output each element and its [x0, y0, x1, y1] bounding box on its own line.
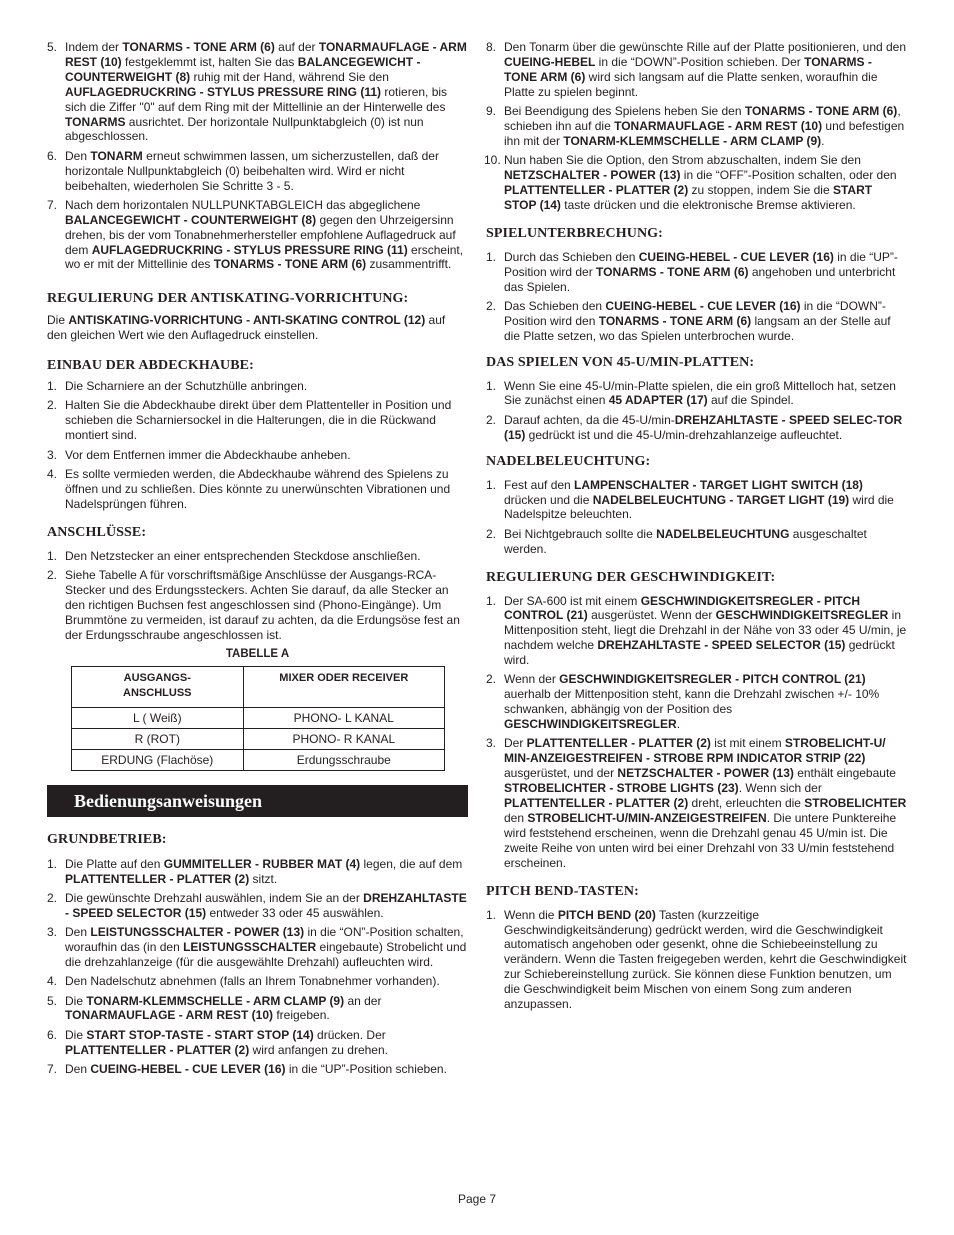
- list-item: [486, 594, 907, 669]
- list-item: [486, 250, 907, 295]
- bold-term: TONARM-KLEMMSCHELLE - ARM CLAMP (9): [86, 993, 345, 1008]
- bold-term: DREHZAHLTASTE - SPEED SELECTOR (15): [597, 638, 846, 653]
- list-item-number: 2.: [486, 298, 497, 313]
- list-item-number: 2.: [47, 890, 58, 905]
- list-item-text: Halten Sie die Abdeckhaube direkt über dem Plattenteller in Position und schieben die Scharniersockel in die Halterungen, die in die Rückwand montiert sind.: [65, 398, 452, 443]
- list-item: [47, 994, 468, 1024]
- list-item-text: Bei Nichtgebrauch sollte die NADELBELEUCHTUNG ausgeschaltet werden.: [504, 526, 867, 556]
- list-item-text: Das Schieben den CUEING-HEBEL - CUE LEVER (16) in die “DOWN”-Position wird den TONARMS - TONE ARM (6) langsam an der Stelle auf die Platte setzen, wo das Spielen unterbrochen wurde.: [504, 298, 891, 343]
- list-item-number: 6.: [47, 1027, 58, 1042]
- list-item: [486, 672, 907, 732]
- list-item-number: 1.: [486, 907, 497, 922]
- bold-term: GUMMITELLER - RUBBER MAT (4): [163, 856, 361, 871]
- left-column: [47, 40, 468, 1081]
- list-item-number: 2.: [486, 412, 497, 427]
- list-item: [486, 413, 907, 443]
- list-item-number: 7.: [47, 197, 58, 212]
- list-item: [47, 1028, 468, 1058]
- bold-term: TONARM-KLEMMSCHELLE - ARM CLAMP (9): [563, 133, 822, 148]
- continued-steps-list: [486, 40, 907, 213]
- list-item-text: Den Netzstecker an einer entsprechenden Steckdose anschließen.: [65, 548, 421, 563]
- platten45-list: [486, 379, 907, 443]
- list-item: [486, 104, 907, 149]
- bold-term: PITCH BEND (20): [557, 907, 656, 922]
- list-item: [486, 527, 907, 557]
- list-item-text: Siehe Tabelle A für vorschriftsmäßige Anschlüsse der Ausgangs-RCA-Stecker und des Erdungssteckers. Achten Sie darauf, da alle Stecker an den richtigen Buchsen fest angeschlossen sind (Phono-Eingänge). Um Brummtöne zu vermeiden, ist darauf zu achten, da die Erdungsöse fest an der Erdungsschraube angeschlossen ist.: [65, 567, 460, 642]
- list-item-number: 7.: [47, 1061, 58, 1076]
- list-item: [486, 736, 907, 870]
- list-item-number: 9.: [486, 104, 497, 119]
- list-item: [47, 891, 468, 921]
- list-item-text: Nun haben Sie die Option, den Strom abzuschalten, indem Sie den NETZSCHALTER - POWER (13) in die “OFF”-Position schalten, oder den PLATTENTELLER - PLATTER (2) zu stoppen, indem Sie die START STOP (14) taste drücken und die elektronische Bremse aktivieren.: [504, 153, 897, 212]
- right-column: [486, 40, 907, 1016]
- list-item: [47, 549, 468, 564]
- list-item-text: Bei Beendigung des Spielens heben Sie den TONARMS - TONE ARM (6), schieben ihn auf die TONARMAUFLAGE - ARM REST (10) und befestigen ihn mit der TONARM-KLEMMSCHELLE - ARM CLAMP (9).: [504, 104, 905, 148]
- bold-term: TONARMS - TONE ARM (6): [598, 313, 752, 328]
- bold-term: AUFLAGEDRUCKRING - STYLUS PRESSURE RING (11): [91, 242, 408, 257]
- bold-term: GESCHWINDIGKEITSREGLER - PITCH CONTROL (21): [559, 672, 866, 687]
- list-item-text: Den CUEING-HEBEL - CUE LEVER (16) in die “UP”-Position schieben.: [65, 1061, 447, 1076]
- setup-steps-list: [47, 40, 468, 272]
- grundbetrieb-heading: GRUNDBETRIEB:: [47, 831, 167, 847]
- bold-term: PLATTENTELLER - PLATTER (2): [504, 796, 689, 811]
- bold-term: NADELBELEUCHTUNG: [656, 526, 790, 541]
- bold-term: LEISTUNGSSCHALTER: [183, 940, 317, 955]
- table-row: [72, 728, 445, 749]
- table-header-mixer: MIXER ODER RECEIVER: [243, 666, 444, 707]
- pitchbend-heading: PITCH BEND-TASTEN:: [486, 883, 639, 899]
- table-cell: PHONO- R KANAL: [243, 728, 444, 749]
- bold-term: TONARMS: [65, 114, 126, 129]
- bold-term: STROBELICHT-U/MIN-ANZEIGESTREIFEN: [527, 810, 767, 825]
- list-item-text: Den Nadelschutz abnehmen (falls an Ihrem Tonabnehmer vorhanden).: [65, 974, 440, 989]
- bold-term: STROBELICHTER - STROBE LIGHTS (23): [504, 781, 739, 796]
- bold-term: START STOP (14): [504, 182, 873, 212]
- bold-term: NETZSCHALTER - POWER (13): [617, 766, 794, 781]
- bold-term: AUFLAGEDRUCKRING - STYLUS PRESSURE RING (11): [65, 84, 382, 99]
- list-item-text: Indem der TONARMS - TONE ARM (6) auf der TONARMAUFLAGE - ARM REST (10) festgeklemmt ist, halten Sie das BALANCEGEWICHT - COUNTERWEIGHT (8) ruhig mit der Hand, während Sie den AUFLAGEDRUCKRING - STYLUS PRESSURE RING (11) rotieren, bis sich die Ziffer "0" auf dem Ring mit der Mittellinie an der Hinterwelle des TONARMS ausrichtet. Der horizontale Nullpunktabgleich (0) ist nun abgeschlossen.: [65, 40, 467, 144]
- list-item: [47, 198, 468, 273]
- bold-term: LEISTUNGSSCHALTER - POWER (13): [90, 925, 305, 940]
- list-item-text: Die Scharniere an der Schutzhülle anbringen.: [65, 379, 308, 394]
- list-item-text: Den TONARM erneut schwimmen lassen, um sicherzustellen, daß der horizontale Nullpunktabgleich (0) beibehalten wird. Wird er nicht beibehalten, wiederholen Sie Schritte 3 - 5.: [65, 148, 439, 193]
- list-item-number: 1.: [486, 593, 497, 608]
- anschluesse-heading: ANSCHLÜSSE:: [47, 524, 147, 540]
- list-item: [47, 974, 468, 989]
- spielunterbrechung-heading: SPIELUNTERBRECHUNG:: [486, 225, 663, 241]
- bold-term: GESCHWINDIGKEITSREGLER: [504, 717, 677, 732]
- table-cell: R (ROT): [72, 728, 244, 749]
- bold-term: TONARMS - TONE ARM (6): [744, 104, 898, 119]
- bold-term: TONARMAUFLAGE - ARM REST (10): [65, 1008, 273, 1023]
- spielunterbrechung-list: [486, 250, 907, 344]
- bold-term: CUEING-HEBEL: [504, 54, 596, 69]
- bold-term: DREHZAHLTASTE - SPEED SELECTOR (15): [65, 890, 467, 920]
- list-item-number: 1.: [47, 548, 58, 563]
- geschwindigkeit-heading: REGULIERUNG DER GESCHWINDIGKEIT:: [486, 569, 776, 585]
- list-item: [47, 398, 468, 443]
- nadelbeleuchtung-heading: NADELBELEUCHTUNG:: [486, 453, 651, 469]
- list-item-text: Fest auf den LAMPENSCHALTER - TARGET LIGHT SWITCH (18) drücken und die NADELBELEUCHTUNG - TARGET LIGHT (19) wird die Nadelspitze beleuchten.: [504, 477, 894, 522]
- list-item: [47, 925, 468, 970]
- table-cell: L ( Weiß): [72, 707, 244, 728]
- antiskating-paragraph: Die ANTISKATING-VORRICHTUNG - ANTI-SKATING CONTROL (12) auf den gleichen Wert wie den Auflagedruck einstellen.: [47, 313, 446, 343]
- list-item-number: 1.: [486, 249, 497, 264]
- bold-term: CUEING-HEBEL - CUE LEVER (16): [605, 298, 801, 313]
- list-item-number: 1.: [47, 379, 58, 394]
- table-cell: PHONO- L KANAL: [243, 707, 444, 728]
- list-item: [486, 908, 907, 1012]
- list-item: [486, 153, 907, 213]
- bold-term: GESCHWINDIGKEITSREGLER: [715, 608, 889, 623]
- list-item-number: 4.: [47, 466, 58, 481]
- list-item: [47, 448, 468, 463]
- list-item-number: 1.: [486, 378, 497, 393]
- bold-term: PLATTENTELLER - PLATTER (2): [504, 182, 689, 197]
- bold-term: DREHZAHLTASTE - SPEED SELEC-TOR (15): [504, 412, 903, 442]
- bold-term: LAMPENSCHALTER - TARGET LIGHT SWITCH (18): [574, 477, 863, 492]
- table-row: [72, 749, 445, 770]
- list-item-number: 1.: [486, 477, 497, 492]
- list-item-number: 2.: [47, 398, 58, 413]
- connection-table: [71, 666, 445, 771]
- section-title-bar: Bedienungsanweisungen: [47, 785, 468, 817]
- list-item-text: Die START STOP-TASTE - START STOP (14) drücken. Der PLATTENTELLER - PLATTER (2) wird anfangen zu drehen.: [65, 1027, 388, 1057]
- bold-term: GESCHWINDIGKEITSREGLER - PITCH CONTROL (21): [504, 593, 861, 623]
- anschluesse-list: [47, 549, 468, 643]
- platten45-heading: DAS SPIELEN VON 45-U/MIN-PLATTEN:: [486, 354, 755, 370]
- antiskating-heading: REGULIERUNG DER ANTISKATING-VORRICHTUNG:: [47, 291, 409, 307]
- bold-term: BALANCEGEWICHT - COUNTERWEIGHT (8): [65, 54, 421, 84]
- list-item-number: 10.: [484, 153, 501, 168]
- list-item-number: 3.: [486, 736, 497, 751]
- list-item: [486, 299, 907, 344]
- bold-term: PLATTENTELLER - PLATTER (2): [65, 1042, 250, 1057]
- list-item-text: Darauf achten, da die 45-U/min-DREHZAHLTASTE - SPEED SELEC-TOR (15) gedrückt ist und die 45-U/min-drehzahlanzeige aufleuchtet.: [504, 412, 903, 442]
- table-caption: TABELLE A: [225, 647, 290, 660]
- bold-term: TONARMS - TONE ARM (6): [596, 264, 749, 279]
- list-item-number: 5.: [47, 40, 58, 54]
- bold-term: CUEING-HEBEL - CUE LEVER (16): [638, 249, 834, 264]
- geschwindigkeit-list: [486, 594, 907, 871]
- list-item-number: 2.: [486, 526, 497, 541]
- list-item: [486, 40, 907, 100]
- list-item-text: Den Tonarm über die gewünschte Rille auf der Platte positionieren, und den CUEING-HEBEL in die “DOWN”-Position schieben. Der TONARMS - TONE ARM (6) wird sich langsam auf die Platte senken, woraufhin die Platte zu spielen beginnt.: [504, 40, 907, 99]
- bold-term: TONARM: [90, 148, 143, 163]
- list-item-text: Der PLATTENTELLER - PLATTER (2) ist mit einem STROBELICHT-U/ MIN-ANZEIGESTREIFEN - STROBE RPM INDICATOR STRIP (22) ausgerüstet, und der NETZSCHALTER - POWER (13) enthält eingebaute STROBELICHTER - STROBE LIGHTS (23). Wenn sich der PLATTENTELLER - PLATTER (2) dreht, erleuchten die STROBELICHTER den STROBELICHT-U/MIN-ANZEIGESTREIFEN. Die untere Punktereihe wird feststehend erscheinen, wenn die Drehzahl genau 45 U/min ist. Die zweite Reihe von unten wird bei einer Drehzahl von 33 U/min feststehend erscheinen.: [504, 736, 907, 870]
- bold-term: TONARMS - TONE ARM (6): [122, 40, 275, 54]
- list-item: [486, 379, 907, 409]
- bold-term: BALANCEGEWICHT - COUNTERWEIGHT (8): [65, 212, 317, 227]
- grundbetrieb-list: [47, 857, 468, 1077]
- list-item-number: 4.: [47, 974, 58, 989]
- bold-term: ANTISKATING-VORRICHTUNG - ANTI-SKATING CONTROL (12): [68, 313, 426, 328]
- table-cell: Erdungsschraube: [243, 749, 444, 770]
- list-item: [47, 379, 468, 394]
- bold-term: TONARMAUFLAGE - ARM REST (10): [614, 118, 823, 133]
- list-item-text: Die Platte auf den GUMMITELLER - RUBBER MAT (4) legen, die auf dem PLATTENTELLER - PLATTER (2) sitzt.: [65, 856, 463, 886]
- bold-term: TONARMS - TONE ARM (6): [504, 54, 872, 84]
- list-item: [47, 1062, 468, 1077]
- bold-term: PLATTENTELLER - PLATTER (2): [526, 736, 711, 751]
- abdeckhaube-heading: EINBAU DER ABDECKHAUBE:: [47, 358, 254, 374]
- table-row: [72, 707, 445, 728]
- list-item-text: Wenn Sie eine 45-U/min-Platte spielen, die ein groß Mittelloch hat, setzen Sie zunächst einen 45 ADAPTER (17) auf die Spindel.: [504, 378, 896, 408]
- list-item-number: 6.: [47, 148, 58, 163]
- list-item-number: 2.: [486, 672, 497, 687]
- list-item-number: 3.: [47, 925, 58, 940]
- abdeckhaube-list: [47, 379, 468, 511]
- list-item-number: 1.: [47, 856, 58, 871]
- list-item-text: Es sollte vermieden werden, die Abdeckhaube während des Spielens zu öffnen und zu schließen. Dies könnte zu unerwünschten Vibrationen und Nadelsprüngen führen.: [65, 466, 451, 511]
- list-item: [47, 857, 468, 887]
- bold-term: START STOP-TASTE - START STOP (14): [86, 1027, 314, 1042]
- list-item-text: Die TONARM-KLEMMSCHELLE - ARM CLAMP (9) an der TONARMAUFLAGE - ARM REST (10) freigeben.: [65, 993, 382, 1023]
- list-item-number: 3.: [47, 447, 58, 462]
- list-item-text: Der SA-600 ist mit einem GESCHWINDIGKEITSREGLER - PITCH CONTROL (21) ausgerüstet. Wenn der GESCHWINDIGKEITSREGLER in Mittenposition steht, liegt die Drehzahl in der Nähe von 33 oder 45 U/min, je nachdem welche DREHZAHLTASTE - SPEED SELECTOR (15) gedrückt wird.: [504, 593, 907, 668]
- bold-term: TONARMAUFLAGE - ARM REST (10): [65, 40, 467, 69]
- bold-term: CUEING-HEBEL - CUE LEVER (16): [90, 1061, 286, 1076]
- bold-term: TONARMS - TONE ARM (6): [213, 257, 367, 272]
- list-item-text: Nach dem horizontalen NULLPUNKTABGLEICH das abgeglichene BALANCEGEWICHT - COUNTERWEIGHT (8) gegen den Uhrzeigersinn drehen, bis der vom Tonabnehmerhersteller empfohlene Auflagedruck auf dem AUFLAGEDRUCKRING - STYLUS PRESSURE RING (11) erscheint, wo er mit der Mittellinie des TONARMS - TONE ARM (6) zusammentrifft.: [65, 197, 464, 272]
- page-number: Page 7: [457, 1192, 497, 1206]
- list-item-text: Wenn der GESCHWINDIGKEITSREGLER - PITCH CONTROL (21) auerhalb der Mittenposition steht, kann die Drehzahl zwischen +/- 10% schwanken, abhängig von der Position des GESCHWINDIGKEITSREGLER.: [504, 672, 880, 732]
- list-item: [486, 478, 907, 523]
- list-item-text: Wenn die PITCH BEND (20) Tasten (kurzzeitige Geschwindigkeitsänderung) gedrückt werden, wird die Geschwindigkeit automatisch angehoben oder gesenkt, ohne die Schiebeeinstellung zu verändern. Wenn die Tasten freigegeben werden, kehrt die Geschwindigkeit zur Schiebereinstellung zurück. Sie können diese Funktion benutzen, um die Geschwindigkeit beim Mischen von einem Song zum anderen anzupassen.: [504, 907, 907, 1012]
- list-item-text: Den LEISTUNGSSCHALTER - POWER (13) in die “ON”-Position schalten, woraufhin das (in den LEISTUNGSSCHALTER eingebaute) Strobelicht und die drehzahlanzeige (für die ausgewählte Drehzahl) aufleuchten wird.: [65, 925, 467, 969]
- bold-term: 45 ADAPTER (17): [608, 393, 708, 408]
- bold-term: NADELBELEUCHTUNG - TARGET LIGHT (19): [592, 492, 850, 507]
- nadelbeleuchtung-list: [486, 478, 907, 557]
- list-item: [47, 40, 468, 144]
- list-item-number: 8.: [486, 40, 497, 54]
- list-item-text: Die gewünschte Drehzahl auswählen, indem Sie an der DREHZAHLTASTE - SPEED SELECTOR (15) entweder 33 oder 45 auswählen.: [65, 890, 467, 920]
- list-item-text: Vor dem Entfernen immer die Abdeckhaube anheben.: [65, 447, 351, 462]
- table-cell: ERDUNG (Flachöse): [72, 749, 244, 770]
- list-item-number: 5.: [47, 993, 58, 1008]
- pitchbend-list: [486, 908, 907, 1012]
- list-item-number: 2.: [47, 567, 58, 582]
- list-item-text: Durch das Schieben den CUEING-HEBEL - CUE LEVER (16) in die “UP”-Position wird der TONARMS - TONE ARM (6) angehoben und unterbricht das Spielen.: [504, 249, 898, 294]
- bold-term: STROBELICHT-U/ MIN-ANZEIGESTREIFEN - STROBE RPM INDICATOR STRIP (22): [504, 736, 886, 766]
- table-header-output: AUSGANGS- ANSCHLUSS: [72, 666, 244, 707]
- list-item: [47, 568, 468, 643]
- bold-term: PLATTENTELLER - PLATTER (2): [65, 871, 250, 886]
- bold-term: NETZSCHALTER - POWER (13): [504, 168, 681, 183]
- list-item: [47, 467, 468, 512]
- bold-term: STROBELICHTER: [804, 796, 907, 811]
- list-item: [47, 149, 468, 194]
